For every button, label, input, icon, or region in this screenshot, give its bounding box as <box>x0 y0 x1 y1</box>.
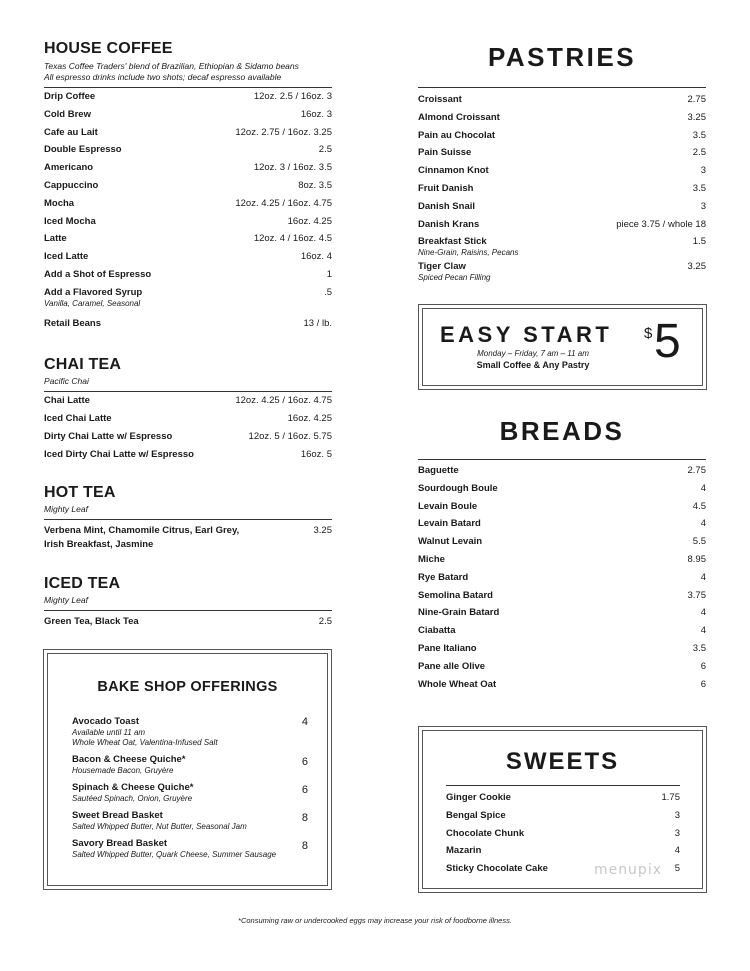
item-price: 6 <box>700 660 706 672</box>
item-name: Dirty Chai Latte w/ Espresso <box>44 431 173 442</box>
item-name: Whole Wheat Oat <box>418 678 497 690</box>
menu-item <box>418 534 706 552</box>
item-price: 5 <box>674 863 680 875</box>
menu-item <box>418 463 706 481</box>
item-price: 3 <box>700 200 706 212</box>
item-name: Walnut Levain <box>418 536 483 548</box>
menu-item <box>44 159 332 177</box>
item-name: Levain Boule <box>418 500 478 512</box>
item-name: Tiger Claw <box>418 261 466 273</box>
hot-tea-note: Mighty Leaf <box>44 504 88 514</box>
menu-item <box>418 181 706 199</box>
item-name: Americano <box>44 162 94 174</box>
section-title-house-coffee: HOUSE COFFEE <box>44 40 173 57</box>
section-divider <box>418 459 706 460</box>
item-name: Cinnamon Knot <box>418 165 489 177</box>
item-name: Pain Suisse <box>418 147 472 159</box>
item-price: 8.95 <box>687 553 706 565</box>
item-name: Fruit Danish <box>418 182 474 194</box>
menu-item <box>418 92 706 110</box>
item-price: 8 <box>301 840 308 852</box>
menu-item <box>418 259 706 284</box>
menu-item <box>72 810 308 838</box>
item-price: 16oz. 4 <box>300 251 332 263</box>
section-title-pastries: PASTRIES <box>487 42 637 72</box>
item-name: Sweet Bread Basket <box>72 810 163 821</box>
item-name: Chocolate Chunk <box>446 827 525 839</box>
menu-item <box>418 570 706 588</box>
item-price: 4.5 <box>692 500 706 512</box>
item-name: Bengal Spice <box>446 809 506 821</box>
menu-item <box>44 248 332 266</box>
menu-item <box>418 659 706 677</box>
item-name: Cafe au Lait <box>44 126 98 138</box>
item-price: 2.75 <box>687 465 706 476</box>
item-name: Mazarin <box>446 845 482 857</box>
item-name: Danish Krans <box>418 218 480 230</box>
menu-item <box>418 110 706 128</box>
item-price: 12oz. 2.75 / 16oz. 3.25 <box>235 126 332 138</box>
item-price: 3 <box>674 809 680 821</box>
item-name: Iced Mocha <box>44 215 96 227</box>
easy-start-description: Small Coffee & Any Pastry <box>476 360 590 370</box>
item-name-block <box>44 525 239 551</box>
item-name: Drip Coffee <box>44 91 96 102</box>
menu-item <box>44 520 332 551</box>
item-price: 8oz. 3.5 <box>298 179 332 191</box>
item-price: 1.75 <box>661 792 680 803</box>
item-name-block <box>72 782 193 804</box>
menu-item <box>44 611 332 628</box>
item-price: 16oz. 5 <box>300 449 332 460</box>
chai-tea-section <box>44 356 332 464</box>
iced-tea-section <box>44 575 332 628</box>
item-name: Add a Flavored Syrup <box>44 286 143 298</box>
item-name: Iced Chai Latte <box>44 413 112 424</box>
item-name: Miche <box>418 553 445 565</box>
item-name: Green Tea, Black Tea <box>44 616 139 627</box>
menu-item <box>418 128 706 146</box>
menu-item <box>418 623 706 641</box>
menu-item <box>44 177 332 195</box>
chai-tea-list <box>44 392 332 464</box>
item-price: 4 <box>700 482 706 494</box>
section-title-iced-tea: ICED TEA <box>44 575 121 592</box>
item-price: 16oz. 3 <box>300 108 332 120</box>
item-name: Breakfast Stick <box>418 236 487 248</box>
watermark: menupix <box>593 862 662 878</box>
item-name: Add a Shot of Espresso <box>44 268 152 280</box>
item-price: 4 <box>700 518 706 530</box>
item-name: Chai Latte <box>44 395 90 406</box>
item-price: 1.5 <box>692 236 706 248</box>
item-description: Salted Whipped Butter, Quark Cheese, Summer Sausage <box>72 850 277 859</box>
section-divider <box>418 87 706 88</box>
item-name: Almond Croissant <box>418 111 500 123</box>
bake-shop-box-inner <box>47 653 328 886</box>
pastries-section <box>418 42 706 284</box>
breads-section <box>418 416 706 694</box>
item-name-block <box>72 810 247 832</box>
easy-start-box-inner <box>422 308 703 386</box>
menu-item <box>44 392 332 410</box>
item-price: 3.5 <box>692 182 706 194</box>
item-price: 2.5 <box>318 144 332 156</box>
item-name: Savory Bread Basket <box>72 838 168 849</box>
menu-item <box>418 605 706 623</box>
item-name: Pain au Chocolat <box>418 129 496 141</box>
item-name: Bacon & Cheese Quiche* <box>72 754 186 765</box>
menu-item <box>418 552 706 570</box>
item-price: 2.75 <box>687 94 706 105</box>
item-price: 6 <box>700 678 706 690</box>
menu-item <box>418 217 706 235</box>
item-price: 2.5 <box>318 616 332 627</box>
item-name: Ciabatta <box>418 625 456 637</box>
item-name-block <box>72 754 186 776</box>
item-price: 2.5 <box>692 147 706 159</box>
item-price: 4 <box>700 571 706 583</box>
item-name-block <box>418 261 490 283</box>
item-name: Iced Latte <box>44 251 89 263</box>
footer-disclaimer: *Consuming raw or undercooked eggs may increase your risk of foodborne illness. <box>238 916 512 925</box>
menu-item <box>44 88 332 106</box>
item-description: Housemade Bacon, Gruyère <box>72 766 174 775</box>
item-name: Croissant <box>418 94 462 105</box>
item-price: 8 <box>301 812 308 824</box>
item-name: Rye Batard <box>418 571 469 583</box>
item-name-block <box>72 838 276 860</box>
menu-item <box>44 428 332 446</box>
menu-item <box>44 124 332 142</box>
item-description: Available until 11 am <box>72 728 146 737</box>
item-name: Spinach & Cheese Quiche* <box>72 782 194 793</box>
section-title-chai-tea: CHAI TEA <box>44 356 122 373</box>
menu-item <box>44 284 332 315</box>
item-name: Baguette <box>418 465 459 476</box>
menu-item <box>44 213 332 231</box>
menu-item <box>418 677 706 695</box>
menu-item <box>418 145 706 163</box>
menu-item <box>72 716 308 754</box>
section-title-sweets: SWEETS <box>505 748 620 775</box>
item-name-continued: Irish Breakfast, Jasmine <box>44 539 154 550</box>
item-price: 3 <box>674 827 680 839</box>
iced-tea-note: Mighty Leaf <box>44 595 88 605</box>
item-price: 12oz. 4 / 16oz. 4.5 <box>253 233 332 245</box>
menu-item <box>44 410 332 428</box>
item-name: Semolina Batard <box>418 589 493 601</box>
section-title-bake-shop: BAKE SHOP OFFERINGS <box>97 679 278 695</box>
section-title-breads: BREADS <box>499 416 625 446</box>
item-description: Vanilla, Caramel, Seasonal <box>44 298 141 308</box>
item-description: Salted Whipped Butter, Nut Butter, Seasonal Jam <box>72 822 247 831</box>
menu-item <box>418 516 706 534</box>
item-price: 3.5 <box>692 129 706 141</box>
menu-item <box>418 588 706 606</box>
item-description: Spiced Pecan Filling <box>418 273 491 283</box>
menu-item <box>44 446 332 464</box>
item-price: piece 3.75 / whole 18 <box>616 218 706 230</box>
item-name-block <box>72 716 218 748</box>
menu-item <box>72 754 308 782</box>
section-title-hot-tea: HOT TEA <box>44 484 116 501</box>
bake-shop-list <box>72 716 308 866</box>
menu-item <box>72 782 308 810</box>
item-price: 12oz. 4.25 / 16oz. 4.75 <box>235 197 332 209</box>
item-price: 4 <box>674 845 680 857</box>
item-price: 13 / lb. <box>303 317 332 329</box>
item-price: 3 <box>700 165 706 177</box>
item-price: 16oz. 4.25 <box>287 413 332 424</box>
menu-item <box>44 315 332 333</box>
menu-item <box>72 838 308 866</box>
breads-list <box>418 463 706 694</box>
menu-item <box>418 199 706 217</box>
menu-item <box>44 266 332 284</box>
menu-item <box>44 230 332 248</box>
item-price: 4 <box>301 716 308 728</box>
item-price: 5.5 <box>692 536 706 548</box>
menu-item <box>418 481 706 499</box>
item-price: 12oz. 4.25 / 16oz. 4.75 <box>235 395 332 406</box>
item-name: Avocado Toast <box>72 716 140 727</box>
house-coffee-note: Texas Coffee Traders' blend of Brazilian, Ethiopian & Sidamo beans <box>44 61 299 71</box>
left-column <box>44 40 332 627</box>
item-name: Retail Beans <box>44 317 102 329</box>
item-price: 12oz. 2.5 / 16oz. 3 <box>253 91 332 102</box>
item-name: Levain Batard <box>418 518 481 530</box>
item-price: .5 <box>324 286 332 298</box>
house-coffee-note-espresso: All espresso drinks include two shots; decaf espresso available <box>44 72 282 82</box>
menu-item <box>44 106 332 124</box>
menu-item <box>418 641 706 659</box>
item-description: Whole Wheat Oat, Valentina-Infused Salt <box>72 738 218 747</box>
item-name: Ginger Cookie <box>446 792 511 803</box>
menu-item <box>446 843 680 861</box>
item-name: Sourdough Boule <box>418 482 498 494</box>
item-name: Verbena Mint, Chamomile Citrus, Earl Grey, <box>44 525 240 536</box>
item-name: Pane alle Olive <box>418 660 486 672</box>
easy-start-hours: Monday – Friday, 7 am – 11 am <box>477 349 589 358</box>
menu-item <box>446 808 680 826</box>
item-price: 4 <box>700 607 706 619</box>
item-price: 6 <box>301 784 308 796</box>
sweets-box-inner <box>422 730 703 889</box>
item-price: 4 <box>700 625 706 637</box>
menu-item <box>418 163 706 181</box>
house-coffee-list <box>44 88 332 333</box>
menu-item <box>418 234 706 259</box>
hot-tea-section <box>44 484 332 551</box>
item-price: 16oz. 4.25 <box>287 215 332 227</box>
easy-start-dollar: $ <box>644 325 653 342</box>
item-name: Nine-Grain Batard <box>418 607 500 619</box>
bake-shop-box <box>43 649 332 890</box>
item-price: 6 <box>301 756 308 768</box>
menu-item <box>418 499 706 517</box>
item-name-block <box>44 287 142 309</box>
item-price: 3.25 <box>313 525 332 536</box>
chai-tea-note: Pacific Chai <box>44 376 89 386</box>
item-description: Nine-Grain, Raisins, Pecans <box>418 248 519 258</box>
item-name: Mocha <box>44 197 75 209</box>
item-name: Cappuccino <box>44 179 99 191</box>
item-price: 12oz. 3 / 16oz. 3.5 <box>253 162 332 174</box>
item-price: 12oz. 5 / 16oz. 5.75 <box>248 431 332 442</box>
house-coffee-section <box>44 40 332 333</box>
easy-start-title: EASY START <box>440 322 613 347</box>
menu-item <box>44 195 332 213</box>
item-price: 1 <box>326 268 332 280</box>
pastries-list <box>418 92 706 284</box>
item-name: Iced Dirty Chai Latte w/ Espresso <box>44 449 194 460</box>
item-name: Danish Snail <box>418 200 476 212</box>
item-name: Double Espresso <box>44 144 122 156</box>
item-name: Cold Brew <box>44 108 91 120</box>
item-name: Latte <box>44 233 67 245</box>
menu-item <box>446 826 680 844</box>
item-name-block <box>418 236 518 258</box>
easy-start-price: 5 <box>654 315 681 368</box>
item-price: 3.5 <box>692 642 706 654</box>
item-price: 3.75 <box>687 589 706 601</box>
easy-start-box <box>418 304 707 390</box>
menu-item <box>44 141 332 159</box>
item-name: Pane Italiano <box>418 642 477 654</box>
sweets-box <box>418 726 707 893</box>
item-price: 3.25 <box>687 261 706 273</box>
item-name: Sticky Chocolate Cake <box>446 863 548 875</box>
right-column <box>418 40 706 284</box>
menu-item <box>446 790 680 808</box>
item-price: 3.25 <box>687 111 706 123</box>
item-description: Sautéed Spinach, Onion, Gruyère <box>72 794 193 803</box>
